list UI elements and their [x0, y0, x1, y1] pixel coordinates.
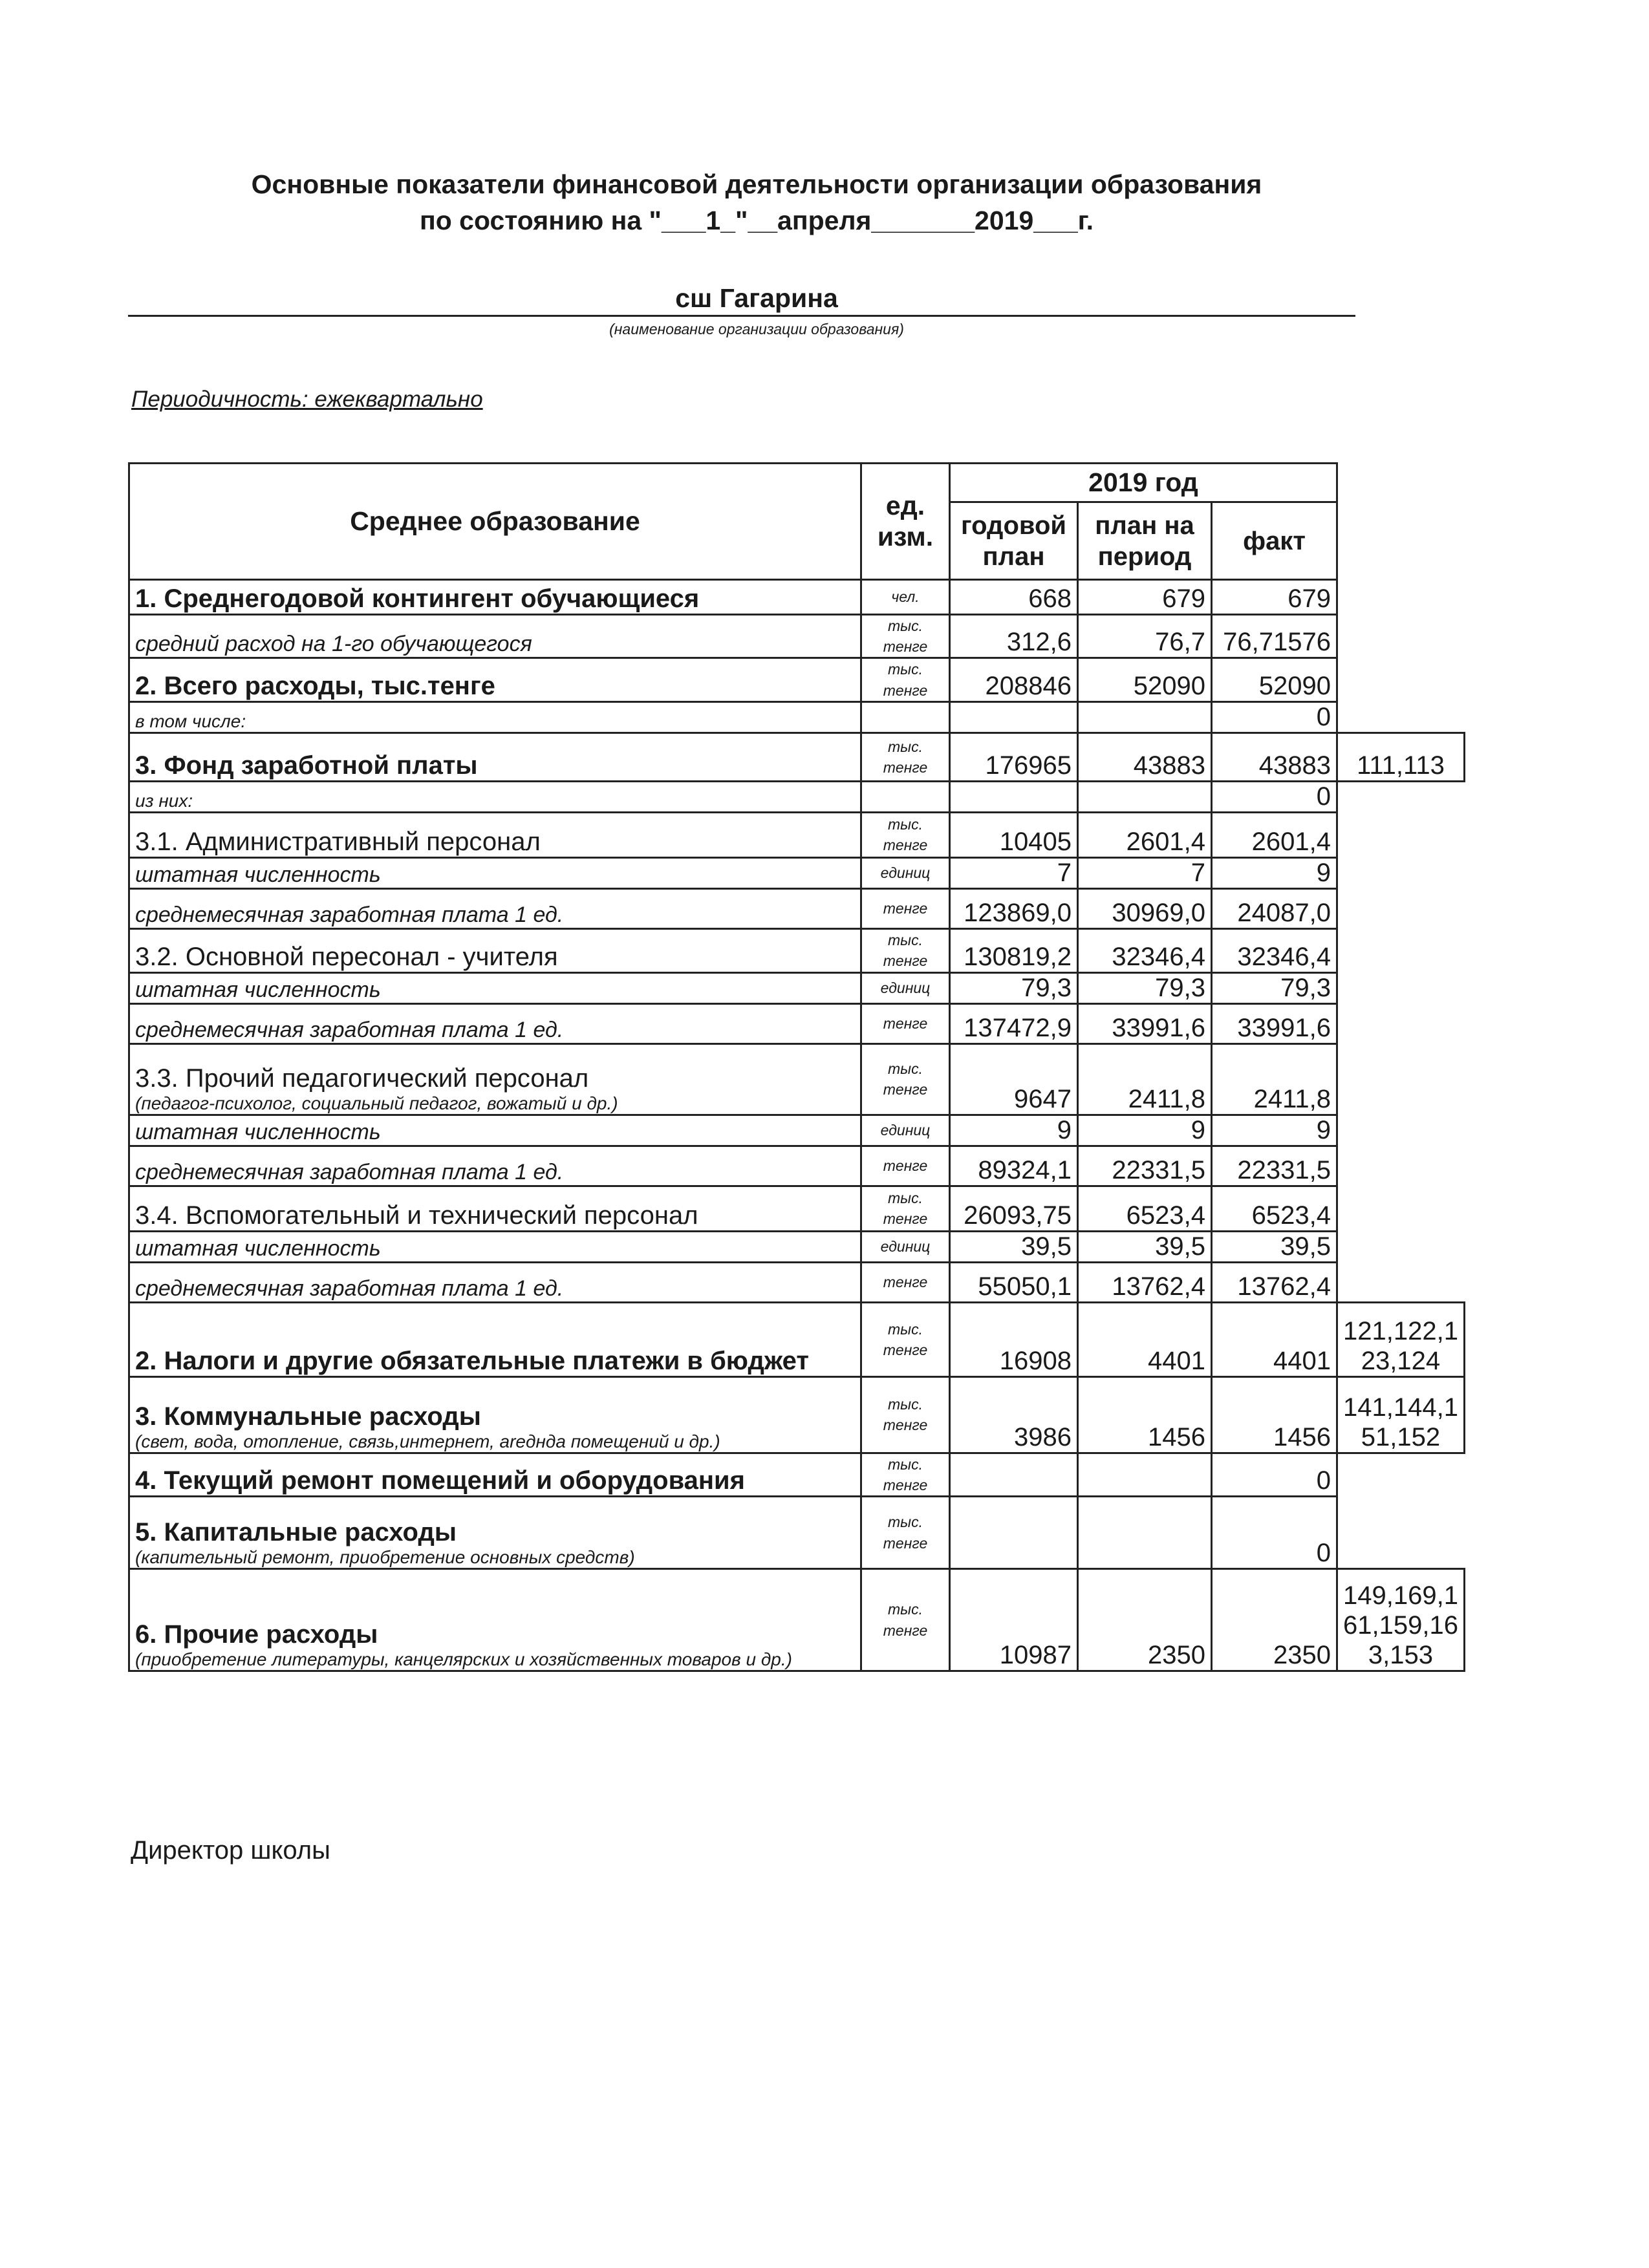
row-subtitle: (педагог-психолог, социальный педагог, вожатый и др.) [135, 1093, 618, 1113]
table-row [129, 1115, 1465, 1146]
cell-side-empty [1337, 1262, 1465, 1302]
cell-annual-plan: 130819,2 [950, 928, 1078, 972]
cell-period-plan: 30969,0 [1078, 888, 1212, 928]
cell-fact: 2411,8 [1212, 1043, 1337, 1115]
row-title: среднемесячная заработная плата 1 ед. [135, 1276, 564, 1301]
row-title: 3.4. Вспомогательный и технический персонал [135, 1201, 698, 1230]
cell-side-empty [1337, 1231, 1465, 1262]
row-unit: тыс. тенге [861, 1043, 950, 1115]
cell-annual-plan: 137472,9 [950, 1003, 1078, 1043]
row-title: 3. Фонд заработной платы [135, 751, 478, 780]
table-row [129, 1003, 1465, 1043]
cell-fact: 33991,6 [1212, 1003, 1337, 1043]
cell-fact: 2350 [1212, 1569, 1337, 1671]
row-subtitle: (приобретение литературы, канцелярских и хозяйственных товаров и др.) [135, 1649, 792, 1670]
table-row [129, 928, 1465, 972]
cell-side-empty [1337, 701, 1465, 733]
cell-annual-plan: 26093,75 [950, 1186, 1078, 1231]
header-section: Среднее образование [129, 464, 861, 580]
row-name [129, 1231, 861, 1262]
row-name [129, 1569, 861, 1671]
row-unit [861, 701, 950, 733]
header-fact: факт [1212, 502, 1337, 580]
row-name [129, 733, 861, 781]
table-row [129, 1186, 1465, 1231]
cell-period-plan: 4401 [1078, 1302, 1212, 1376]
cell-fact: 79,3 [1212, 972, 1337, 1003]
cell-side-empty [1337, 1186, 1465, 1231]
cell-period-plan: 52090 [1078, 658, 1212, 701]
row-name [129, 857, 861, 888]
cell-period-plan: 79,3 [1078, 972, 1212, 1003]
row-title: 5. Капитальные расходы [135, 1518, 457, 1547]
cell-side-empty [1337, 781, 1465, 812]
cell-fact: 1456 [1212, 1376, 1337, 1453]
table-row [129, 972, 1465, 1003]
row-unit: тыс. тенге [861, 1497, 950, 1569]
table-row [129, 701, 1465, 733]
cell-annual-plan: 55050,1 [950, 1262, 1078, 1302]
financial-indicators-table [128, 462, 1465, 1672]
cell-period-plan [1078, 701, 1212, 733]
cell-annual-plan: 9647 [950, 1043, 1078, 1115]
cell-period-plan: 679 [1078, 580, 1212, 615]
row-unit: единиц [861, 857, 950, 888]
row-title: 3.3. Прочий педагогический персонал [135, 1064, 589, 1093]
row-name [129, 1497, 861, 1569]
cell-annual-plan [950, 701, 1078, 733]
cell-period-plan: 2350 [1078, 1569, 1212, 1671]
cell-fact: 22331,5 [1212, 1146, 1337, 1186]
row-unit: тенге [861, 888, 950, 928]
row-name [129, 888, 861, 928]
table-row [129, 888, 1465, 928]
periodicity-label: Периодичность: ежеквартально [131, 387, 483, 412]
row-name [129, 781, 861, 812]
row-title: из них: [135, 790, 193, 811]
row-title: штатная численность [135, 1236, 381, 1261]
cell-fact: 4401 [1212, 1302, 1337, 1376]
row-subtitle: (капительный ремонт, приобретение основных средств) [135, 1547, 635, 1568]
row-title: среднемесячная заработная плата 1 ед. [135, 902, 564, 927]
row-title: среднемесячная заработная плата 1 ед. [135, 1159, 564, 1184]
row-unit: тенге [861, 1003, 950, 1043]
table-row [129, 1302, 1465, 1376]
cell-side-note: 121,122,1 23,124 [1337, 1302, 1465, 1376]
row-title: 3.1. Административный персонал [135, 827, 541, 856]
cell-fact: 2601,4 [1212, 812, 1337, 857]
table-row [129, 1376, 1465, 1453]
row-unit: чел. [861, 580, 950, 615]
row-unit: тыс. тенге [861, 1302, 950, 1376]
cell-annual-plan: 176965 [950, 733, 1078, 781]
row-title: штатная численность [135, 862, 381, 887]
cell-fact: 52090 [1212, 658, 1337, 701]
cell-fact: 0 [1212, 1453, 1337, 1496]
director-signature-label: Директор школы [131, 1836, 330, 1865]
cell-fact: 9 [1212, 857, 1337, 888]
cell-side-empty [1337, 857, 1465, 888]
cell-period-plan: 32346,4 [1078, 928, 1212, 972]
row-title: 2. Всего расходы, тыс.тенге [135, 671, 495, 700]
cell-period-plan: 2411,8 [1078, 1043, 1212, 1115]
header-period-plan: план на период [1078, 502, 1212, 580]
cell-side-empty [1337, 928, 1465, 972]
organization-name: сш Гагарина [675, 283, 838, 313]
cell-side-empty [1337, 658, 1465, 701]
row-name [129, 1302, 861, 1376]
cell-side-empty [1337, 1115, 1465, 1146]
row-unit: единиц [861, 1231, 950, 1262]
table-row [129, 1231, 1465, 1262]
cell-annual-plan: 123869,0 [950, 888, 1078, 928]
row-title: 3. Коммунальные расходы [135, 1402, 481, 1431]
row-name [129, 1186, 861, 1231]
table-row [129, 733, 1465, 781]
row-unit: тыс. тенге [861, 1453, 950, 1496]
cell-annual-plan: 16908 [950, 1302, 1078, 1376]
table-row [129, 1497, 1465, 1569]
organization-underline [128, 315, 1355, 317]
cell-fact: 9 [1212, 1115, 1337, 1146]
cell-period-plan: 9 [1078, 1115, 1212, 1146]
cell-period-plan: 22331,5 [1078, 1146, 1212, 1186]
row-name [129, 1146, 861, 1186]
cell-fact: 6523,4 [1212, 1186, 1337, 1231]
row-name [129, 1115, 861, 1146]
header-unit: ед. изм. [861, 464, 950, 580]
cell-side-empty [1337, 580, 1465, 615]
table-row [129, 857, 1465, 888]
cell-fact: 32346,4 [1212, 928, 1337, 972]
row-unit: тыс. тенге [861, 658, 950, 701]
row-subtitle: (свет, вода, отопление, связь,интернет, areднда помещений и др.) [135, 1431, 720, 1451]
row-name [129, 658, 861, 701]
row-unit: тыс. тенге [861, 1569, 950, 1671]
cell-annual-plan: 39,5 [950, 1231, 1078, 1262]
header-year: 2019 год [950, 464, 1337, 502]
row-unit: единиц [861, 1115, 950, 1146]
row-name [129, 928, 861, 972]
cell-period-plan [1078, 1497, 1212, 1569]
cell-fact: 679 [1212, 580, 1337, 615]
row-name [129, 1376, 861, 1453]
table-row [129, 1569, 1465, 1671]
cell-annual-plan: 9 [950, 1115, 1078, 1146]
cell-annual-plan: 7 [950, 857, 1078, 888]
cell-annual-plan: 3986 [950, 1376, 1078, 1453]
cell-annual-plan: 10987 [950, 1569, 1078, 1671]
cell-fact: 0 [1212, 1497, 1337, 1569]
cell-annual-plan [950, 1497, 1078, 1569]
cell-side-empty [1337, 1146, 1465, 1186]
row-unit: тенге [861, 1262, 950, 1302]
row-title: 3.2. Основной пересонал - учителя [135, 942, 558, 971]
table-row [129, 1262, 1465, 1302]
table-row [129, 580, 1465, 615]
row-name [129, 615, 861, 658]
cell-side-note: 149,169,1 61,159,16 3,153 [1337, 1569, 1465, 1671]
row-name [129, 580, 861, 615]
cell-annual-plan [950, 1453, 1078, 1496]
row-unit [861, 781, 950, 812]
table-row [129, 812, 1465, 857]
cell-annual-plan: 79,3 [950, 972, 1078, 1003]
cell-annual-plan: 208846 [950, 658, 1078, 701]
cell-side-note: 111,113 [1337, 733, 1465, 781]
row-title: 1. Среднегодовой контингент обучающиеся [135, 584, 700, 613]
cell-period-plan: 76,7 [1078, 615, 1212, 658]
cell-annual-plan: 312,6 [950, 615, 1078, 658]
cell-fact: 39,5 [1212, 1231, 1337, 1262]
row-unit: тыс. тенге [861, 928, 950, 972]
row-name [129, 1262, 861, 1302]
cell-side-empty [1337, 1497, 1465, 1569]
row-name [129, 972, 861, 1003]
cell-period-plan [1078, 1453, 1212, 1496]
table-row [129, 658, 1465, 701]
table-row [129, 615, 1465, 658]
row-unit: тыс. тенге [861, 1376, 950, 1453]
row-title: 4. Текущий ремонт помещений и оборудования [135, 1466, 745, 1495]
cell-period-plan: 39,5 [1078, 1231, 1212, 1262]
cell-period-plan: 1456 [1078, 1376, 1212, 1453]
cell-period-plan [1078, 781, 1212, 812]
cell-period-plan: 13762,4 [1078, 1262, 1212, 1302]
row-title: 6. Прочие расходы [135, 1620, 378, 1649]
cell-fact: 0 [1212, 781, 1337, 812]
cell-side-empty [1337, 1043, 1465, 1115]
cell-side-empty [1337, 888, 1465, 928]
table-row [129, 1146, 1465, 1186]
row-unit: единиц [861, 972, 950, 1003]
cell-side-note: 141,144,1 51,152 [1337, 1376, 1465, 1453]
row-unit: тыс. тенге [861, 615, 950, 658]
table-row [129, 1043, 1465, 1115]
cell-period-plan: 6523,4 [1078, 1186, 1212, 1231]
row-title: средний расход на 1-го обучающегося [135, 632, 532, 657]
table-row [129, 781, 1465, 812]
cell-fact: 43883 [1212, 733, 1337, 781]
cell-fact: 24087,0 [1212, 888, 1337, 928]
row-unit: тыс. тенге [861, 812, 950, 857]
cell-fact: 13762,4 [1212, 1262, 1337, 1302]
row-unit: тыс. тенге [861, 733, 950, 781]
cell-period-plan: 7 [1078, 857, 1212, 888]
row-name [129, 812, 861, 857]
header-annual-plan: годовой план [950, 502, 1078, 580]
row-title: среднемесячная заработная плата 1 ед. [135, 1017, 564, 1042]
cell-annual-plan [950, 781, 1078, 812]
cell-annual-plan: 10405 [950, 812, 1078, 857]
document-title-line1: Основные показатели финансовой деятельности организации образования [251, 169, 1262, 199]
row-name [129, 1453, 861, 1496]
row-unit: тенге [861, 1146, 950, 1186]
row-title: штатная численность [135, 1119, 381, 1144]
cell-period-plan: 2601,4 [1078, 812, 1212, 857]
cell-side-empty [1337, 1453, 1465, 1496]
row-title: в том числе: [135, 711, 246, 731]
cell-side-empty [1337, 812, 1465, 857]
table-row [129, 1453, 1465, 1496]
cell-side-empty [1337, 615, 1465, 658]
row-name [129, 1003, 861, 1043]
cell-fact: 0 [1212, 701, 1337, 733]
row-title: штатная численность [135, 977, 381, 1002]
cell-period-plan: 33991,6 [1078, 1003, 1212, 1043]
cell-side-empty [1337, 1003, 1465, 1043]
row-name [129, 1043, 861, 1115]
cell-fact: 76,71576 [1212, 615, 1337, 658]
row-title: 2. Налоги и другие обязательные платежи в бюджет [135, 1346, 809, 1375]
cell-period-plan: 43883 [1078, 733, 1212, 781]
organization-hint: (наименование организации образования) [609, 321, 904, 337]
cell-side-empty [1337, 972, 1465, 1003]
cell-annual-plan: 89324,1 [950, 1146, 1078, 1186]
row-unit: тыс. тенге [861, 1186, 950, 1231]
row-name [129, 701, 861, 733]
cell-annual-plan: 668 [950, 580, 1078, 615]
document-title-line2: по состоянию на "___1_"__апреля_______2019___г. [419, 206, 1094, 235]
